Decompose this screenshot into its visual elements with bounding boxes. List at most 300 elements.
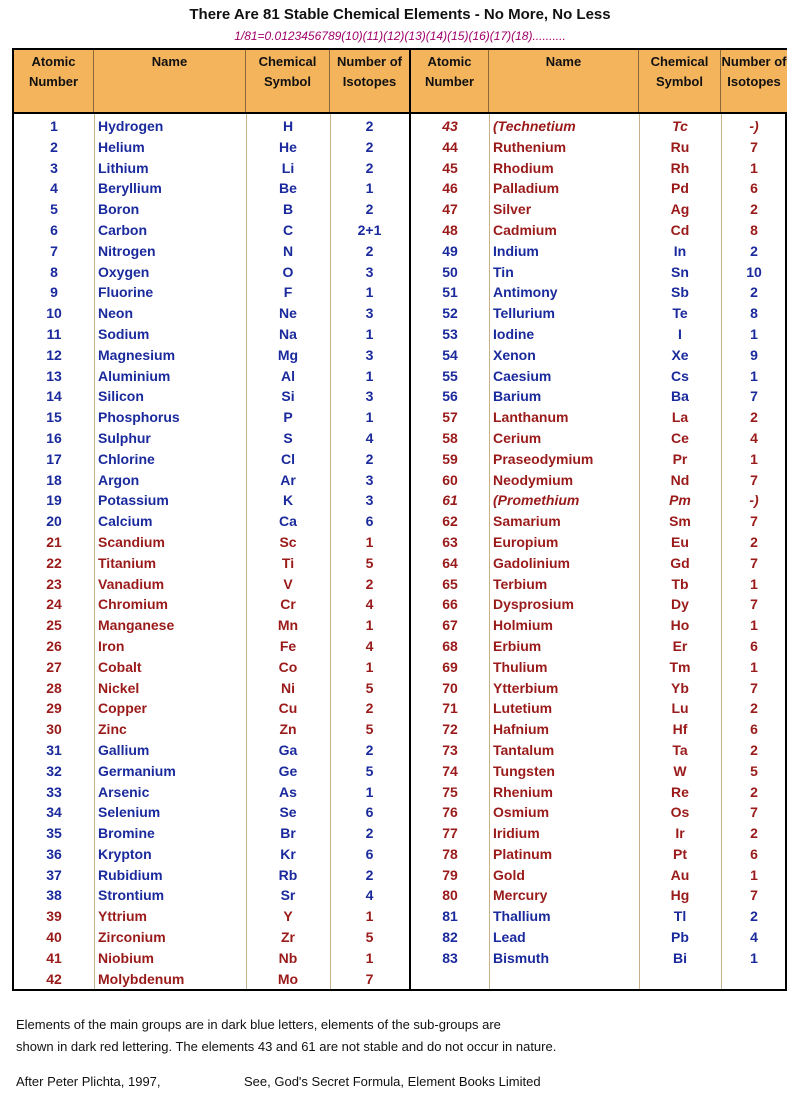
table-row — [14, 906, 409, 927]
atomic-number-cell: 34 — [46, 804, 62, 821]
table-row — [14, 657, 409, 678]
isotopes-cell: 1 — [365, 617, 374, 634]
isotopes-cell: 10 — [746, 263, 762, 280]
isotopes-cell: 3 — [365, 263, 374, 280]
element-name-cell: Bromine — [98, 825, 155, 842]
isotopes-cell: -) — [749, 492, 759, 509]
element-name-cell: Platinum — [493, 845, 553, 862]
element-name-cell: Indium — [493, 242, 539, 259]
atomic-number-cell: 14 — [46, 388, 62, 405]
element-name-cell: Europium — [493, 533, 559, 550]
table-right-half — [409, 50, 787, 989]
element-name-cell: Carbon — [98, 221, 147, 238]
symbol-cell: Gd — [670, 554, 690, 571]
isotopes-cell: 5 — [365, 762, 374, 779]
element-name-cell: Thallium — [493, 908, 551, 925]
element-name-cell: Calcium — [98, 513, 153, 530]
isotopes-cell: 6 — [750, 180, 758, 197]
atomic-number-cell: 31 — [46, 741, 62, 758]
isotopes-cell: 7 — [750, 554, 758, 571]
header-atomic-number: Atomic Number — [411, 50, 489, 112]
symbol-cell: Ce — [671, 429, 689, 446]
element-name-cell: Beryllium — [98, 180, 162, 197]
table-row — [14, 490, 409, 511]
symbol-cell: Nb — [278, 949, 298, 966]
symbol-cell: Tl — [673, 908, 687, 925]
table-row — [14, 137, 409, 158]
element-name-cell: Chlorine — [98, 450, 155, 467]
isotopes-cell: 2 — [750, 908, 758, 925]
isotopes-cell: 2 — [750, 242, 758, 259]
element-name-cell: Barium — [493, 388, 542, 405]
isotopes-cell: 1 — [750, 866, 758, 883]
element-name-cell: Lutetium — [493, 700, 553, 717]
symbol-cell: Mn — [277, 617, 299, 634]
symbol-cell: Ho — [670, 617, 690, 634]
symbol-cell: Li — [281, 159, 295, 176]
isotopes-cell: 8 — [750, 305, 758, 322]
atomic-number-cell: 12 — [46, 346, 62, 363]
symbol-cell: Mo — [277, 970, 299, 987]
isotopes-cell: 2 — [365, 575, 374, 592]
symbol-cell: Ba — [671, 388, 689, 405]
table-row — [411, 948, 787, 969]
symbol-cell: Lu — [671, 700, 689, 717]
table-row — [14, 449, 409, 470]
symbol-cell: Sc — [279, 533, 297, 550]
element-name-cell: Vanadium — [98, 575, 165, 592]
isotopes-cell: 7 — [750, 471, 758, 488]
atomic-number-cell: 52 — [442, 305, 458, 322]
isotopes-cell: 5 — [365, 679, 374, 696]
element-name-cell: Samarium — [493, 513, 561, 530]
table-row — [14, 116, 409, 137]
element-name-cell: Cadmium — [493, 221, 557, 238]
element-name-cell: (Promethium — [493, 492, 580, 509]
table-row — [411, 636, 787, 657]
isotopes-cell: 3 — [365, 305, 374, 322]
element-name-cell: Hydrogen — [98, 118, 164, 134]
table-row — [14, 470, 409, 491]
isotopes-cell: 2 — [365, 700, 374, 717]
atomic-number-cell: 79 — [442, 866, 458, 883]
element-name-cell: Tantalum — [493, 741, 555, 758]
isotopes-cell: 7 — [750, 513, 758, 530]
element-name-cell: Terbium — [493, 575, 548, 592]
table-row — [14, 865, 409, 886]
element-name-cell: Tungsten — [493, 762, 555, 779]
atomic-number-cell: 65 — [442, 575, 458, 592]
symbol-cell: Mg — [277, 346, 299, 363]
table-row — [14, 158, 409, 179]
isotopes-cell: 1 — [365, 180, 374, 197]
element-name-cell: Germanium — [98, 762, 176, 779]
table-row — [14, 428, 409, 449]
symbol-cell: As — [279, 783, 297, 800]
isotopes-cell: 5 — [365, 929, 374, 946]
isotopes-cell: 7 — [750, 388, 758, 405]
atomic-number-cell: 39 — [46, 908, 62, 925]
symbol-cell: Kr — [280, 845, 296, 862]
table-row — [14, 532, 409, 553]
isotopes-cell: 1 — [365, 409, 374, 426]
isotopes-cell: 1 — [750, 367, 758, 384]
table-row — [411, 324, 787, 345]
table-row — [411, 657, 787, 678]
isotopes-cell: 2 — [750, 533, 758, 550]
table-row — [14, 844, 409, 865]
symbol-cell: W — [673, 762, 687, 779]
atomic-number-cell: 47 — [442, 201, 458, 218]
atomic-number-cell: 32 — [46, 762, 62, 779]
symbol-cell: Pd — [671, 180, 689, 197]
atomic-number-cell: 49 — [442, 242, 458, 259]
element-name-cell: Sodium — [98, 325, 150, 342]
atomic-number-cell: 42 — [46, 970, 62, 987]
element-name-cell: Manganese — [98, 617, 175, 634]
element-name-cell: Bismuth — [493, 949, 549, 966]
element-name-cell: Ruthenium — [493, 138, 567, 155]
element-name-cell: Fluorine — [98, 284, 154, 301]
table-row — [411, 885, 787, 906]
element-name-cell: Tin — [493, 263, 514, 280]
table-row — [14, 262, 409, 283]
symbol-cell: Rh — [670, 159, 690, 176]
isotopes-cell: 1 — [365, 325, 374, 342]
element-name-cell: Iridium — [493, 825, 540, 842]
isotopes-cell: 1 — [365, 949, 374, 966]
table-row — [411, 345, 787, 366]
isotopes-cell: 1 — [365, 284, 374, 301]
element-name-cell: Argon — [98, 471, 140, 488]
table-row — [14, 698, 409, 719]
table-row — [14, 927, 409, 948]
atomic-number-cell: 68 — [442, 637, 458, 654]
isotopes-cell: 5 — [365, 721, 374, 738]
symbol-cell: Xe — [671, 346, 689, 363]
element-name-cell: Caesium — [493, 367, 552, 384]
table-row — [411, 761, 787, 782]
isotopes-cell: 9 — [750, 346, 758, 363]
header-name: Name — [489, 50, 639, 112]
symbol-cell: Y — [283, 908, 293, 925]
atomic-number-cell: 29 — [46, 700, 62, 717]
symbol-cell: Si — [281, 388, 295, 405]
element-name-cell: Holmium — [493, 617, 553, 634]
element-name-cell: Iodine — [493, 325, 535, 342]
table-row — [14, 969, 409, 990]
element-name-cell: Tellurium — [493, 305, 555, 322]
atomic-number-cell: 64 — [442, 554, 458, 571]
symbol-cell: Os — [670, 804, 690, 821]
element-name-cell: Nickel — [98, 679, 140, 696]
element-name-cell: Silver — [493, 201, 532, 218]
symbol-cell: Hg — [670, 887, 690, 904]
atomic-number-cell: 71 — [442, 700, 458, 717]
isotopes-cell: 7 — [750, 596, 758, 613]
symbol-cell: Br — [280, 825, 296, 842]
atomic-number-cell: 51 — [442, 284, 458, 301]
symbol-cell: Sn — [671, 263, 689, 280]
element-name-cell: Gadolinium — [493, 554, 570, 571]
table-row — [411, 220, 787, 241]
formula-subtitle: 1/81=0.0123456789(10)(11)(12)(13)(14)(15)(16)(17)(18).......... — [234, 29, 566, 43]
isotopes-cell: 2 — [365, 242, 374, 259]
atomic-number-cell: 35 — [46, 825, 62, 842]
table-header-right — [411, 50, 787, 114]
legend-note-line: shown in dark red lettering. The elements 43 and 61 are not stable and do not occur in nature. — [16, 1039, 557, 1054]
table-row — [411, 199, 787, 220]
table-row — [411, 303, 787, 324]
isotopes-cell: 1 — [750, 949, 758, 966]
element-name-cell: Selenium — [98, 804, 161, 821]
atomic-number-cell: 59 — [442, 450, 458, 467]
atomic-number-cell: 1 — [50, 118, 58, 134]
element-name-cell: Sulphur — [98, 429, 151, 446]
atomic-number-cell: 13 — [46, 367, 62, 384]
atomic-number-cell: 37 — [46, 866, 62, 883]
atomic-number-cell: 46 — [442, 180, 458, 197]
atomic-number-cell: 30 — [46, 721, 62, 738]
header-isotopes: Number of Isotopes — [337, 54, 402, 89]
table-row — [411, 366, 787, 387]
symbol-cell: Zn — [279, 721, 297, 738]
isotopes-cell: 2+1 — [357, 221, 382, 238]
atomic-number-cell: 3 — [50, 159, 58, 176]
symbol-cell: Be — [279, 180, 297, 197]
table-row — [411, 449, 787, 470]
isotopes-cell: 7 — [750, 804, 758, 821]
element-name-cell: Cobalt — [98, 658, 142, 675]
symbol-cell: La — [671, 409, 689, 426]
element-name-cell: Oxygen — [98, 263, 150, 280]
isotopes-cell: 2 — [750, 201, 758, 218]
atomic-number-cell: 22 — [46, 554, 62, 571]
atomic-number-cell: 83 — [442, 949, 458, 966]
table-row — [411, 865, 787, 886]
atomic-number-cell: 36 — [46, 845, 62, 862]
element-name-cell: Gold — [493, 866, 525, 883]
table-row — [411, 698, 787, 719]
element-name-cell: Nitrogen — [98, 242, 156, 259]
atomic-number-cell: 28 — [46, 679, 62, 696]
isotopes-cell: 6 — [750, 721, 758, 738]
table-row — [14, 802, 409, 823]
symbol-cell: K — [282, 492, 294, 509]
table-row — [14, 636, 409, 657]
symbol-cell: O — [282, 263, 294, 280]
atomic-number-cell: 62 — [442, 513, 458, 530]
element-name-cell: Gallium — [98, 741, 150, 758]
symbol-cell: Ir — [675, 825, 685, 842]
table-body-left — [14, 116, 409, 989]
element-name-cell: Zinc — [98, 721, 127, 738]
atomic-number-cell: 70 — [442, 679, 458, 696]
atomic-number-cell: 72 — [442, 721, 458, 738]
isotopes-cell: 4 — [750, 929, 758, 946]
atomic-number-cell: 8 — [50, 263, 58, 280]
element-name-cell: Scandium — [98, 533, 165, 550]
isotopes-cell: 4 — [365, 637, 374, 654]
isotopes-cell: 1 — [750, 159, 758, 176]
isotopes-cell: 5 — [365, 554, 374, 571]
symbol-cell: Ta — [672, 741, 688, 758]
atomic-number-cell: 69 — [442, 658, 458, 675]
element-name-cell: Dysprosium — [493, 596, 574, 613]
symbol-cell: I — [678, 325, 682, 342]
atomic-number-cell: 27 — [46, 658, 62, 675]
symbol-cell: Pr — [672, 450, 688, 467]
table-row — [411, 802, 787, 823]
element-name-cell: Erbium — [493, 637, 542, 654]
symbol-cell: Ca — [279, 513, 297, 530]
symbol-cell: N — [282, 242, 294, 259]
table-row — [14, 345, 409, 366]
isotopes-cell: 7 — [750, 138, 758, 155]
symbol-cell: P — [283, 409, 293, 426]
header-name: Name — [94, 50, 246, 112]
element-name-cell: Iron — [98, 637, 125, 654]
atomic-number-cell: 9 — [50, 284, 58, 301]
symbol-cell: F — [283, 284, 293, 301]
atomic-number-cell: 19 — [46, 492, 62, 509]
table-row — [411, 490, 787, 511]
atomic-number-cell: 43 — [442, 118, 458, 134]
symbol-cell: Bi — [673, 949, 687, 966]
element-name-cell: Strontium — [98, 887, 165, 904]
atomic-number-cell: 55 — [442, 367, 458, 384]
isotopes-cell: 1 — [365, 658, 374, 675]
atomic-number-cell: 53 — [442, 325, 458, 342]
atomic-number-cell: 33 — [46, 783, 62, 800]
element-name-cell: Chromium — [98, 596, 168, 613]
symbol-cell: Sm — [669, 513, 691, 530]
element-name-cell: Rubidium — [98, 866, 163, 883]
isotopes-cell: 1 — [750, 325, 758, 342]
symbol-cell: Cl — [281, 450, 295, 467]
symbol-cell: H — [282, 118, 294, 134]
table-row — [411, 428, 787, 449]
table-row — [14, 782, 409, 803]
table-row — [411, 823, 787, 844]
element-name-cell: Helium — [98, 138, 145, 155]
symbol-cell: Ag — [670, 201, 690, 218]
table-row — [411, 262, 787, 283]
atomic-number-cell: 2 — [50, 138, 58, 155]
table-row — [411, 906, 787, 927]
isotopes-cell: 2 — [365, 741, 374, 758]
atomic-number-cell: 26 — [46, 637, 62, 654]
symbol-cell: Re — [671, 783, 689, 800]
element-name-cell: Niobium — [98, 949, 154, 966]
isotopes-cell: 5 — [750, 762, 758, 779]
isotopes-cell: 1 — [750, 575, 758, 592]
table-row — [14, 220, 409, 241]
atomic-number-cell: 41 — [46, 949, 62, 966]
element-name-cell: Hafnium — [493, 721, 549, 738]
element-name-cell: Copper — [98, 700, 147, 717]
isotopes-cell: 2 — [365, 201, 374, 218]
header-atomic-number: Atomic Number — [14, 50, 94, 112]
element-name-cell: Neodymium — [493, 471, 574, 488]
symbol-cell: Pb — [671, 929, 689, 946]
table-row — [14, 678, 409, 699]
table-row — [411, 844, 787, 865]
symbol-cell: Ar — [280, 471, 296, 488]
atomic-number-cell: 60 — [442, 471, 458, 488]
symbol-cell: Tc — [672, 118, 688, 134]
symbol-cell: Cs — [671, 367, 689, 384]
atomic-number-cell: 50 — [442, 263, 458, 280]
table-row — [411, 615, 787, 636]
symbol-cell: Er — [672, 637, 688, 654]
table-body-right — [411, 116, 787, 969]
atomic-number-cell: 18 — [46, 471, 62, 488]
table-row — [14, 303, 409, 324]
table-row — [411, 386, 787, 407]
element-name-cell: Ytterbium — [493, 679, 559, 696]
table-row — [14, 366, 409, 387]
table-row — [14, 740, 409, 761]
atomic-number-cell: 80 — [442, 887, 458, 904]
symbol-cell: Co — [278, 658, 298, 675]
element-name-cell: Antimony — [493, 284, 558, 301]
table-row — [14, 885, 409, 906]
table-row — [14, 199, 409, 220]
isotopes-cell: 1 — [365, 783, 374, 800]
element-name-cell: Lanthanum — [493, 409, 569, 426]
table-row — [411, 282, 787, 303]
isotopes-cell: 8 — [750, 221, 758, 238]
table-row — [411, 407, 787, 428]
isotopes-cell: 4 — [365, 887, 374, 904]
atomic-number-cell: 10 — [46, 305, 62, 322]
element-name-cell: Potassium — [98, 492, 169, 509]
elements-table — [12, 48, 787, 991]
element-name-cell: Lithium — [98, 159, 149, 176]
element-name-cell: Magnesium — [98, 346, 176, 363]
atomic-number-cell: 58 — [442, 429, 458, 446]
symbol-cell: Ne — [279, 305, 297, 322]
symbol-cell: Tb — [671, 575, 689, 592]
isotopes-cell: 2 — [365, 118, 374, 134]
atomic-number-cell: 44 — [442, 138, 458, 155]
isotopes-cell: 1 — [750, 617, 758, 634]
atomic-number-cell: 75 — [442, 783, 458, 800]
header-chemical-symbol: Chemical Symbol — [246, 50, 330, 112]
element-name-cell: Cerium — [493, 429, 542, 446]
atomic-number-cell: 77 — [442, 825, 458, 842]
isotopes-cell: 7 — [750, 679, 758, 696]
isotopes-cell: 1 — [750, 658, 758, 675]
header-chemical-symbol: Chemical Symbol — [639, 50, 721, 112]
atomic-number-cell: 82 — [442, 929, 458, 946]
atomic-number-cell: 4 — [50, 180, 58, 197]
atomic-number-cell: 73 — [442, 741, 458, 758]
symbol-cell: Au — [670, 866, 690, 883]
symbol-cell: Rb — [278, 866, 298, 883]
isotopes-cell: 1 — [365, 533, 374, 550]
isotopes-cell: 3 — [365, 471, 374, 488]
table-row — [411, 678, 787, 699]
isotopes-cell: 1 — [365, 367, 374, 384]
symbol-cell: Pt — [673, 845, 687, 862]
atomic-number-cell: 81 — [442, 908, 458, 925]
element-name-cell: Zirconium — [98, 929, 166, 946]
symbol-cell: Ti — [281, 554, 295, 571]
page-title: There Are 81 Stable Chemical Elements - No More, No Less — [189, 6, 611, 23]
isotopes-cell: 2 — [750, 783, 758, 800]
